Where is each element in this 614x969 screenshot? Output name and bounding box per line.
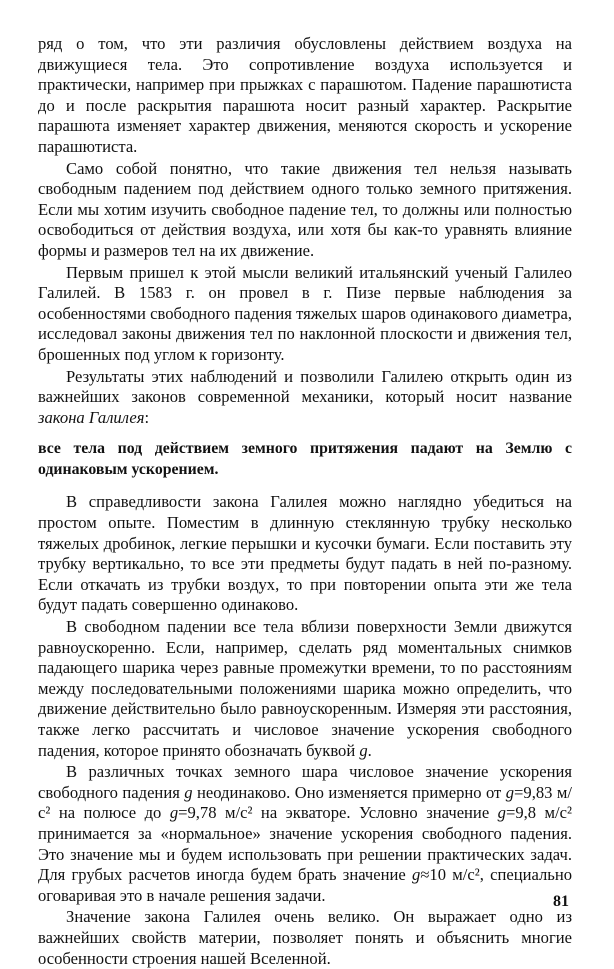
paragraph-7-text: неодинаково. Оно изменяется примерно от [192, 782, 506, 802]
symbol-g: g [169, 803, 179, 823]
paragraph-7-text: =9,78 м/с² на экваторе. Условно значение [178, 803, 498, 823]
paragraph-1: ряд о том, что эти различия обусловлены действием воздуха на движущиеся тела. Это сопротивление воздуха используется и практически, например при прыжках с парашютом. Падение парашютиста до и после раскрытия парашюта носит разный характер. Раскрытие парашюта изменяет характер движения, меняются скорость и ускорение парашютиста. [38, 34, 572, 156]
paragraph-3: Первым пришел к этой мысли великий итальянский ученый Галилео Галилей. В 1583 г. он провел в г. Пизе первые наблюдения за особенностями свободного падения тяжелых шаров одинакового диаметра, исследовал законы движения тел по наклонной плоскости и движения тел, брошенных под углом к горизонту. [38, 262, 572, 364]
symbol-g: g [505, 782, 515, 802]
paragraph-7 [38, 762, 572, 906]
paragraph-7-text: ≈10 м/с², специально оговаривая это в начале решения задачи. [38, 865, 572, 905]
paragraph-4 [38, 367, 572, 429]
page-number: 81 [553, 893, 569, 910]
symbol-g: g [184, 782, 193, 802]
paragraph-6-text: В свободном падении все тела вблизи поверхности Земли движутся равноускоренно. Если, например, сделать ряд моментальных снимков падающего шарика через равные промежутки времени, то по расстояниям между последовательными положениями шарика можно определить, что движение действительно было равноускоренным. Измеряя эти расстояния, также легко рассчитать и числовое значение ускорения свободного падения, которое принято обозначать буквой [38, 617, 572, 760]
law-statement: все тела под действием земного притяжения падают на Землю с одинаковым ускорением. [38, 440, 572, 478]
paragraph-5: В справедливости закона Галилея можно наглядно убедиться на простом опыте. Поместим в длинную стеклянную трубку несколько тяжелых дробинок, легкие перышки и кусочки бумаги. Если поставить эту трубку вертикально, то все эти предметы будут падать в ней по-разному. Если откачать из трубки воздух, то при повторении опыта эти же тела будут падать совершенно одинаково. [38, 492, 572, 615]
paragraph-7-text: =9,83 м/с² на полюсе до [38, 782, 572, 823]
paragraph-7-text: В различных точках земного шара числовое значение ускорения свободного падения [38, 762, 572, 802]
symbol-g: g [497, 803, 506, 823]
paragraph-6 [38, 617, 572, 761]
galileo-law-term: закона Галилея [38, 407, 145, 427]
paragraph-6-end: . [367, 740, 372, 760]
paragraph-2: Само собой понятно, что такие движения тел нельзя называть свободным падением под действием одного только земного притяжения. Если мы хотим изучить свободное падение тел, то должны или полностью освободиться от действия воздуха, или хотя бы как-то уравнять влияние формы и размеров тел на их движение. [38, 158, 572, 260]
symbol-g: g [412, 865, 421, 885]
paragraph-4-text: Результаты этих наблюдений и позволили Галилею открыть один из важнейших законов современной механики, который носит название [38, 366, 572, 407]
symbol-g: g [359, 740, 368, 760]
paragraph-4-colon: : [144, 407, 150, 427]
paragraph-8: Значение закона Галилея очень велико. Он выражает одно из важнейших свойств материи, позволяет понять и объяснить многие особенности строения нашей Вселенной. [38, 907, 572, 968]
paragraph-7-text: =9,8 м/с² принимается за «нормальное» значение ускорения свободного падения. Это значение мы и будем использовать при решении практических задач. Для грубых расчетов иногда будем брать значение [38, 803, 573, 885]
page-body [38, 34, 572, 969]
